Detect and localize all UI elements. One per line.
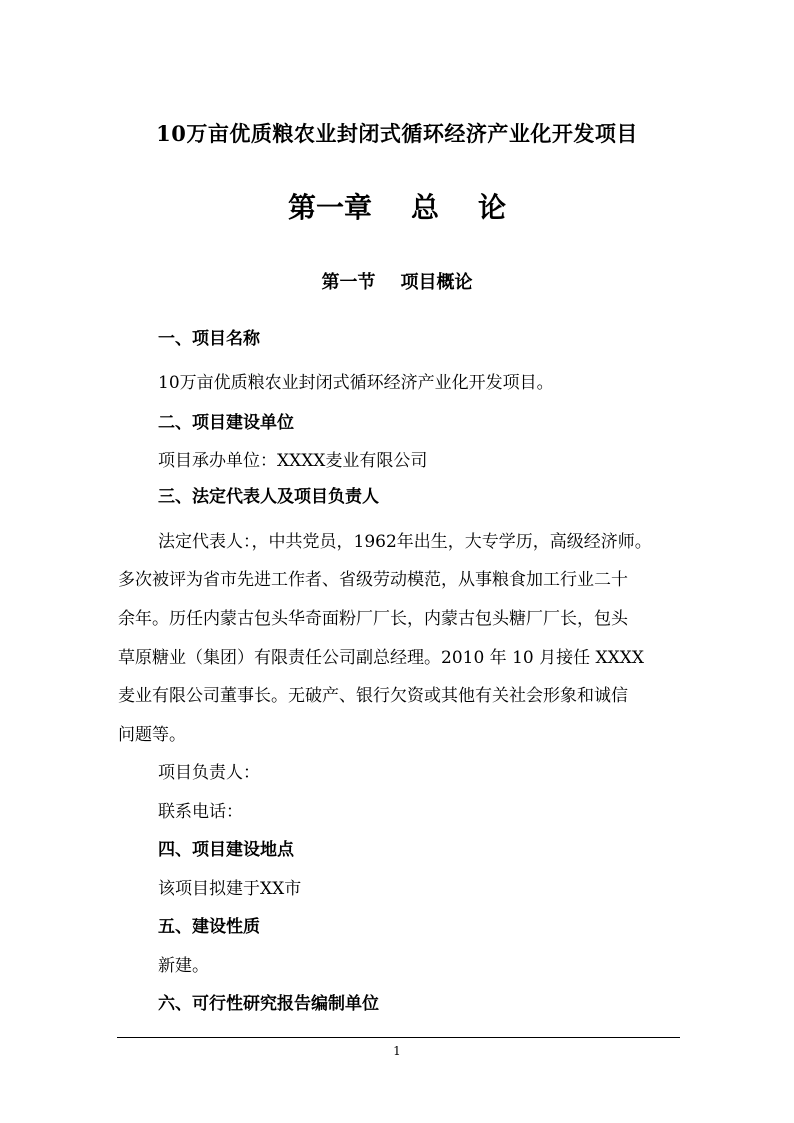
- heading-construction-site: 四、项目建设地点: [158, 840, 294, 860]
- paragraph-construction-site: 该项目拟建于XX市: [158, 879, 302, 899]
- heading-legal-representative: 三、法定代表人及项目负责人: [158, 487, 379, 507]
- page-number: 1: [393, 1044, 401, 1058]
- heading-construction-nature: 五、建设性质: [158, 917, 260, 937]
- chapter-title: 第一章 总 论: [288, 191, 506, 224]
- heading-feasibility-report-unit: 六、可行性研究报告编制单位: [158, 994, 379, 1014]
- footer-divider: [117, 1037, 680, 1038]
- paragraph-legal-rep-line-2: 多次被评为省市先进工作者、省级劳动模范，从事粮食加工行业二十: [118, 570, 628, 590]
- paragraph-construction-unit: 项目承办单位：XXXX麦业有限公司: [158, 451, 428, 471]
- paragraph-legal-rep-line-1: 法定代表人：，中共党员，1962年出生，大专学历，高级经济师。: [158, 532, 652, 552]
- heading-construction-unit: 二、项目建设单位: [158, 413, 294, 433]
- paragraph-legal-rep-line-6: 问题等。: [118, 725, 186, 745]
- document-title: 10万亩优质粮农业封闭式循环经济产业化开发项目: [156, 121, 638, 146]
- paragraph-legal-rep-line-3: 余年。历任内蒙古包头华奇面粉厂厂长，内蒙古包头糖厂厂长，包头: [118, 609, 628, 629]
- paragraph-legal-rep-line-4: 草原糖业（集团）有限责任公司副总经理。2010 年 10 月接任 XXXX: [118, 648, 644, 668]
- paragraph-contact-phone: 联系电话：: [158, 802, 243, 822]
- paragraph-construction-nature: 新建。: [158, 956, 209, 976]
- paragraph-legal-rep-line-5: 麦业有限公司董事长。无破产、银行欠资或其他有关社会形象和诚信: [118, 686, 628, 706]
- paragraph-project-name: 10万亩优质粮农业封闭式循环经济产业化开发项目。: [158, 373, 554, 393]
- heading-project-name: 一、项目名称: [158, 329, 260, 349]
- paragraph-project-leader: 项目负责人：: [158, 763, 260, 783]
- section-title: 第一节 项目概论: [321, 272, 473, 293]
